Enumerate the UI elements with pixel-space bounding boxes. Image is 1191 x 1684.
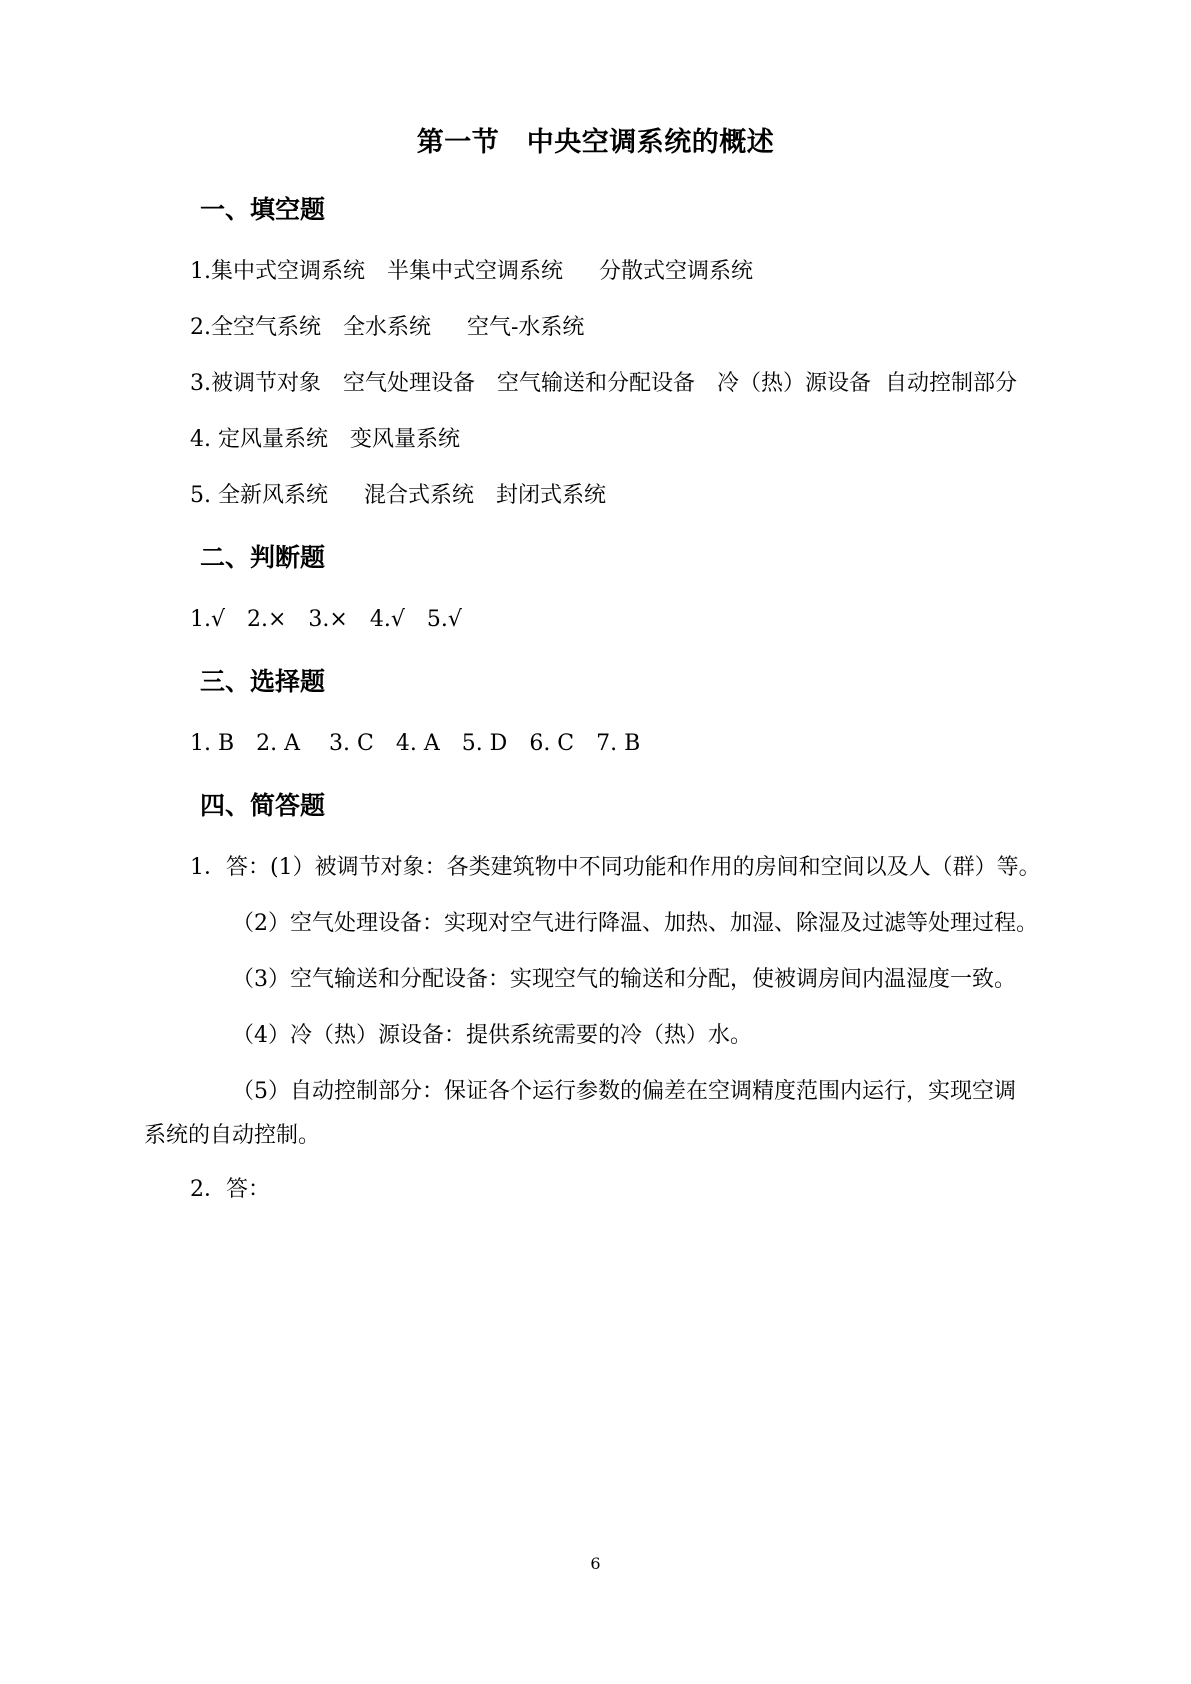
section-heading-true-false: 二、判断题 — [200, 543, 326, 572]
multiple-choice-answers: 1. B 2. A 3. C 4. A 5. D 6. C 7. B — [190, 731, 641, 756]
short-answer-q1-line-1: 1．答：(1）被调节对象：各类建筑物中不同功能和作用的房间和空间以及人（群）等。 — [190, 855, 1041, 880]
short-answer-q1-line-3: （3）空气输送和分配设备：实现空气的输送和分配，使被调房间内温湿度一致。 — [232, 967, 1016, 992]
short-answer-q1-line-4: （4）冷（热）源设备：提供系统需要的冷（热）水。 — [232, 1023, 752, 1048]
section-heading-short-answer: 四、简答题 — [200, 791, 326, 820]
true-false-answers: 1.√ 2.× 3.× 4.√ 5.√ — [190, 607, 462, 632]
section-heading-fill-blank: 一、填空题 — [200, 195, 326, 224]
short-answer-q1-line-2: （2）空气处理设备：实现对空气进行降温、加热、加湿、除湿及过滤等处理过程。 — [232, 911, 1038, 936]
fill-blank-item-2: 2.全空气系统 全水系统 空气-水系统 — [190, 315, 585, 340]
short-answer-q1-line-5a: （5）自动控制部分：保证各个运行参数的偏差在空调精度范围内运行，实现空调 — [232, 1079, 1016, 1104]
section-heading-multiple-choice: 三、选择题 — [200, 667, 326, 696]
page-number: 6 — [590, 1554, 601, 1573]
short-answer-q2: 2．答： — [190, 1177, 270, 1202]
page-title: 第一节 中央空调系统的概述 — [416, 127, 775, 158]
fill-blank-item-5: 5. 全新风系统 混合式系统 封闭式系统 — [190, 483, 606, 508]
fill-blank-item-1: 1.集中式空调系统 半集中式空调系统 分散式空调系统 — [190, 259, 753, 284]
fill-blank-item-3: 3.被调节对象 空气处理设备 空气输送和分配设备 冷（热）源设备 自动控制部分 — [190, 371, 1017, 396]
short-answer-q1-line-5b: 系统的自动控制。 — [144, 1123, 321, 1148]
fill-blank-item-4: 4. 定风量系统 变风量系统 — [190, 427, 460, 452]
